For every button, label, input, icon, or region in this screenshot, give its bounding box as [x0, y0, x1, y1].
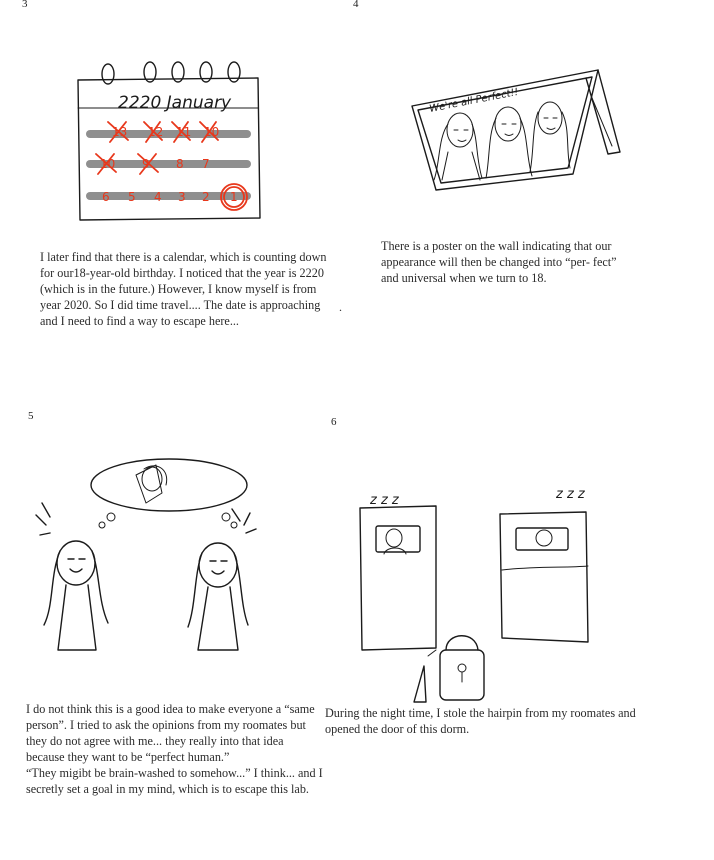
cal-r2-day: 7: [202, 157, 210, 171]
panel-6-number: 6: [331, 416, 337, 428]
calendar-illustration: [70, 58, 270, 228]
poster-text: We're all Perfect!!: [428, 86, 520, 115]
cal-r3-day: 4: [154, 190, 162, 204]
calendar-heading: 2220 January: [118, 93, 232, 113]
panel-5-caption: [26, 701, 324, 797]
cal-r1-day: 13: [112, 125, 128, 139]
cal-r2-day: 8: [176, 157, 184, 171]
cal-r1-day: 12: [148, 125, 164, 139]
panel-4-number: 4: [353, 0, 359, 10]
cal-r2-day: 9: [142, 157, 150, 171]
cal-r3-day: 5: [128, 190, 136, 204]
panel-4-caption: There is a poster on the wall indicating that our appearance will then be changed into “per- fect” and universal when we turn to 18.: [381, 239, 617, 285]
panel-5-number: 5: [28, 410, 34, 422]
cal-r2-day: 10: [100, 157, 116, 171]
cal-r3-day: 2: [202, 190, 210, 204]
snore-right: z z z: [556, 487, 585, 502]
panel-5-caption-p2: “They migibt be brain-washed to somehow...” I think... and I secretly set a goal in my mind, which is to escape this lab.: [26, 766, 323, 796]
cal-r1-day: 11: [176, 125, 192, 139]
panel-3-number: 3: [22, 0, 28, 10]
cal-r3-day: 6: [102, 190, 110, 204]
cal-r3-day: 3: [178, 190, 186, 204]
beds-illustration: [356, 470, 621, 715]
two-girls-illustration: [36, 455, 271, 655]
panel-4-stray-mark: .: [339, 300, 342, 314]
panel-6-caption: During the night time, I stole the hairpin from my roomates and opened the door of this dorm.: [325, 706, 636, 736]
panel-3-caption: I later find that there is a calendar, which is counting down for our18-year-old birthday. I noticed that the year is 2220 (which is in the future.) However, I know myself is from year 2020. So I did time travel.... The date is approaching and I need to find a way to escape here...: [40, 250, 327, 328]
cal-r3-day: 1: [230, 190, 238, 204]
poster-illustration: [408, 68, 623, 208]
cal-r1-day: 10: [204, 125, 220, 139]
snore-left: z z z: [370, 493, 399, 508]
panel-5-caption-p1: I do not think this is a good idea to make everyone a “same person”. I tried to ask the opinions from my roomates but they do not agree with me... they really into that idea because they want to be “perfect human.”: [26, 702, 315, 764]
